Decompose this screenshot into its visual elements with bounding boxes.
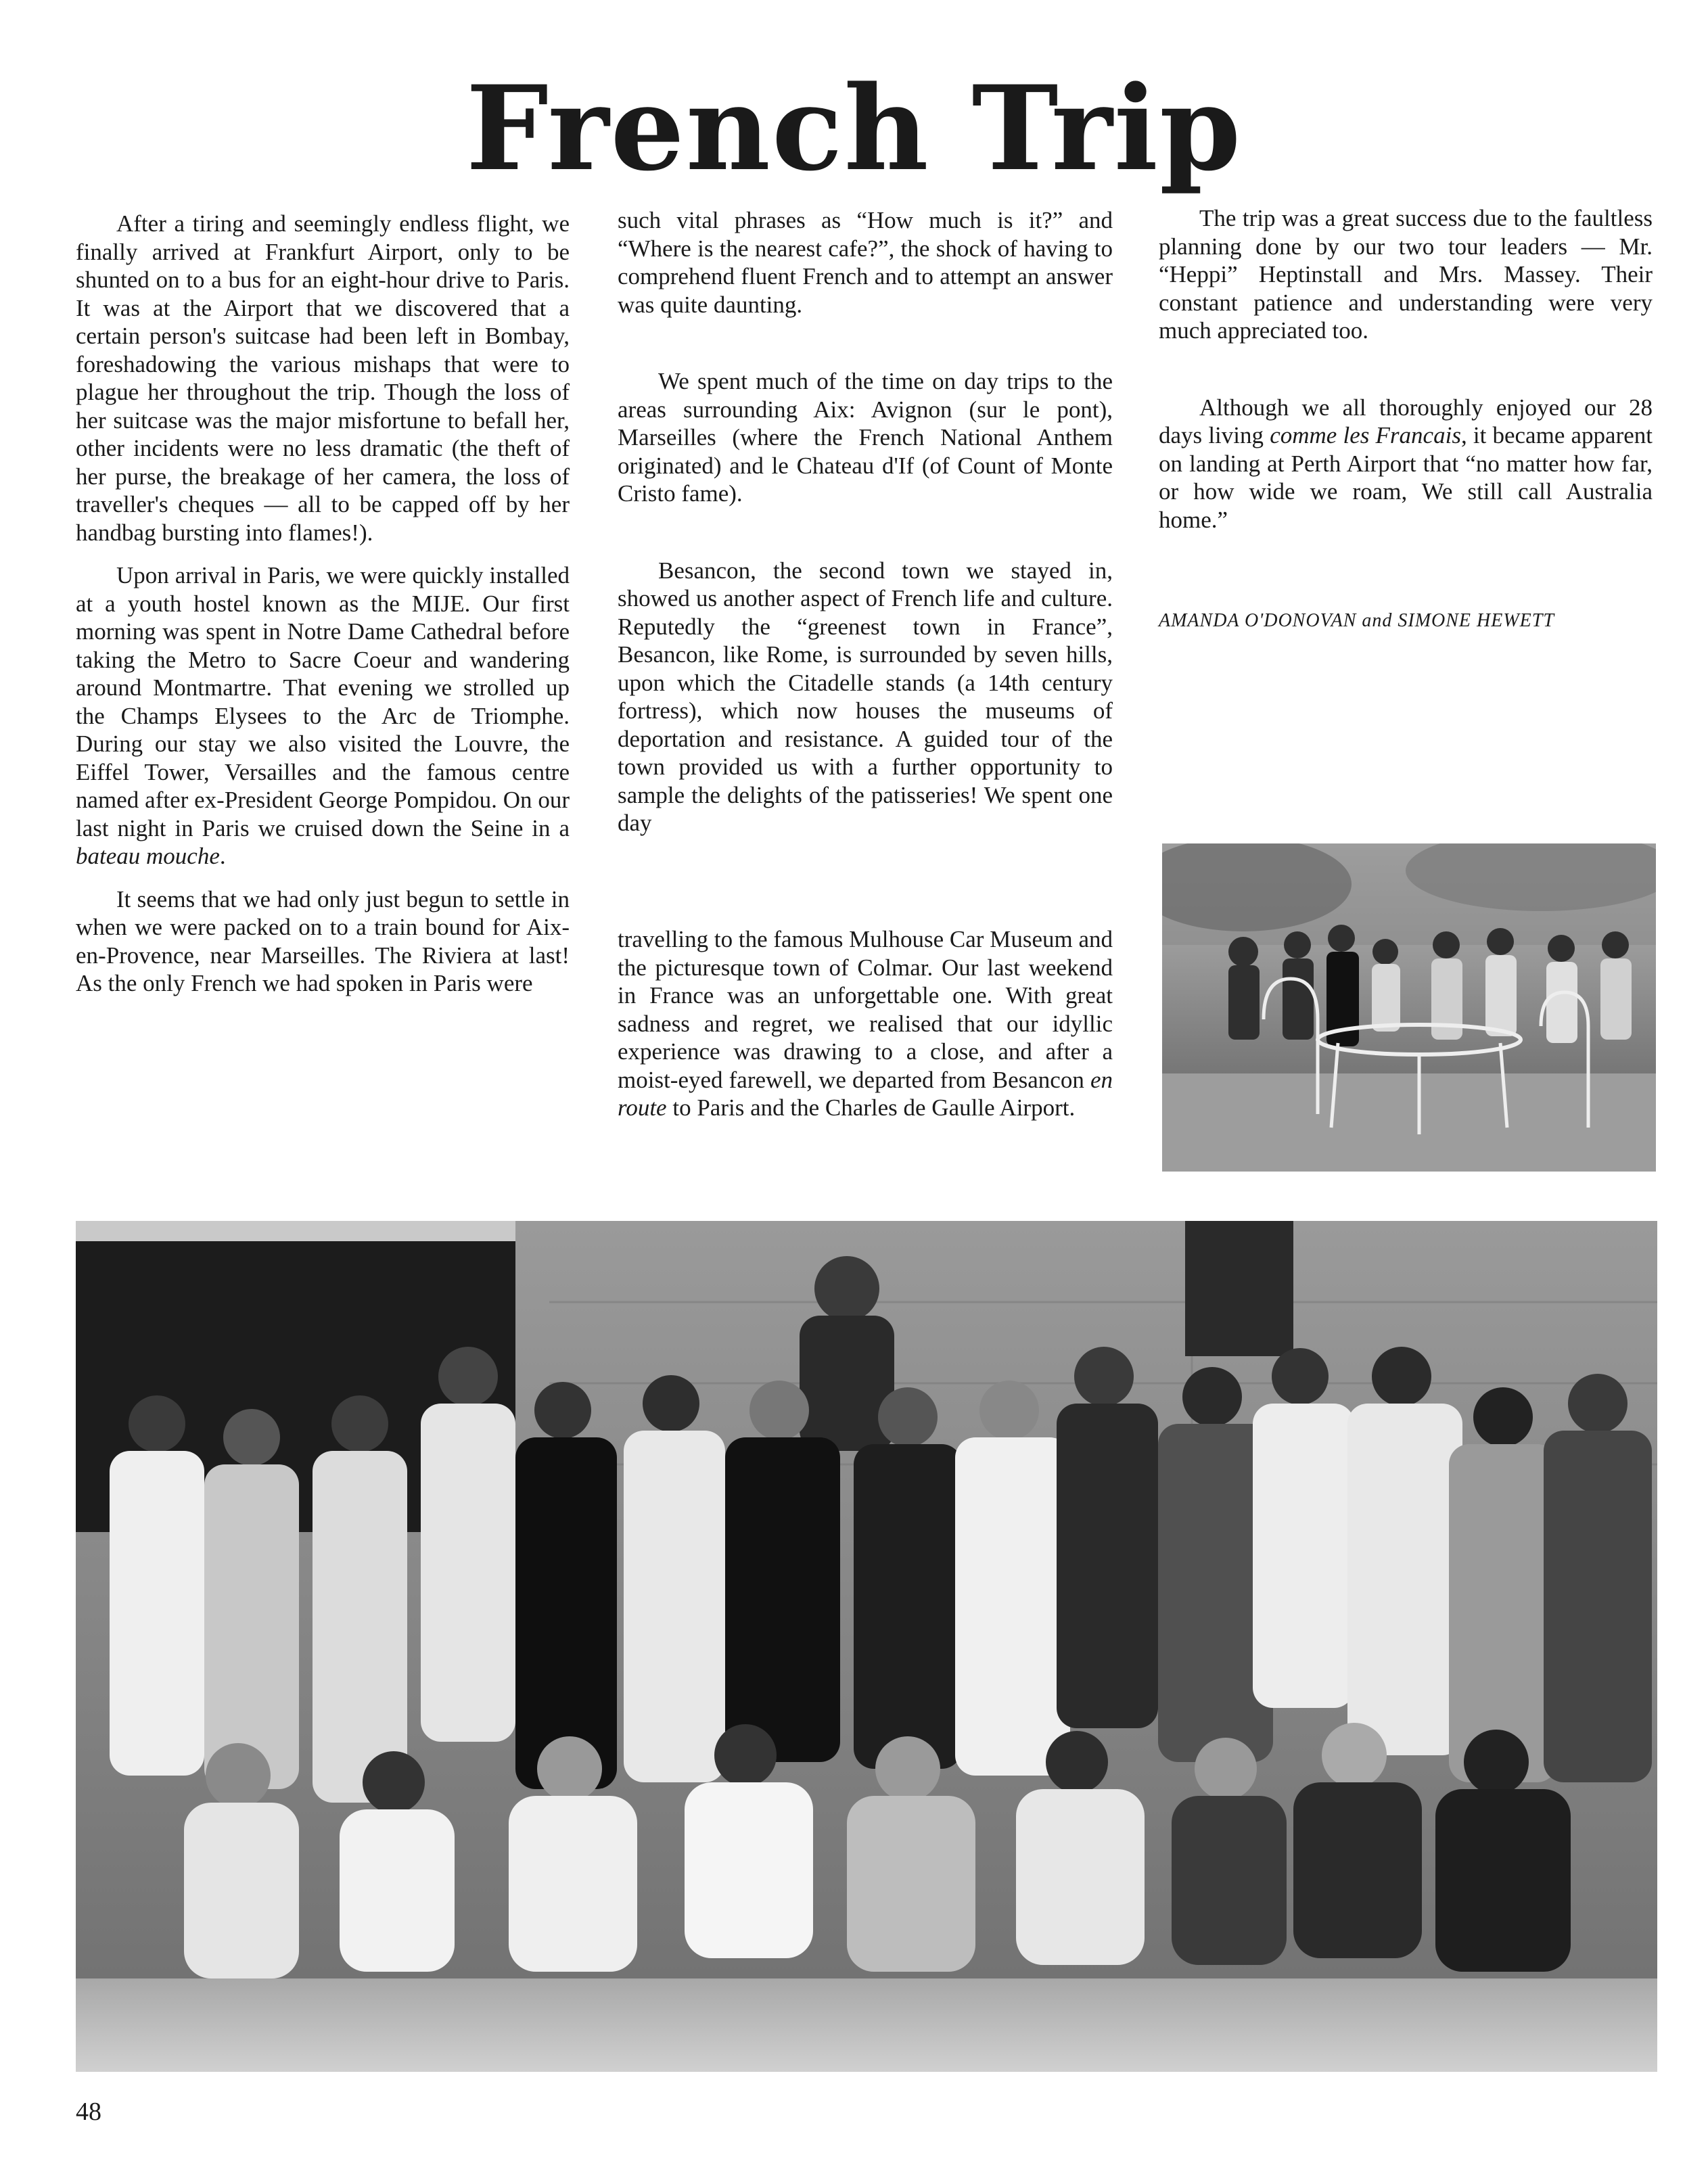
author-signature: AMANDA O'DONOVAN and SIMONE HEWETT <box>1159 610 1554 631</box>
paragraph: Besancon, the second town we stayed in, showed us another aspect of French life and culture. Reputedly the “greenest town in France”, Besancon, like Rome, is surrounded by seven hills, upon which the Citadelle stands (a 14th century fortress), which now houses the museums of deportation and resistance. A guided tour of the town provided us with a further opportunity to sample the delights of the patisseries! We spent one day <box>618 557 1113 836</box>
cafe-group-photo <box>1162 843 1656 1172</box>
article-column-2 <box>618 206 1113 837</box>
article-column-3 <box>1159 204 1653 534</box>
paragraph: such vital phrases as “How much is it?” and “Where is the nearest cafe?”, the shock of having to comprehend fluent French and to attempt an answer was quite daunting. <box>618 207 1113 318</box>
page-number: 48 <box>76 2098 101 2126</box>
group-photo <box>76 1221 1657 2072</box>
article-column-1 <box>76 210 570 998</box>
paragraph: After a tiring and seemingly endless flight, we finally arrived at Frankfurt Airport, only to be shunted on to a bus for an eight-hour drive to Paris. It was at the Airport that we discovered that a certain person's suitcase had been left in Bombay, foreshadowing the various mishaps that were to plague her throughout the trip. Though the loss of her suitcase was the major misfortune to befall her, other incidents were no less dramatic (the theft of her purse, the breakage of her camera, the loss of traveller's cheques — all to be capped off by her handbag bursting into flames!). <box>76 210 570 546</box>
paragraph: It seems that we had only just begun to settle in when we were packed on to a train bound for Aix-en-Provence, near Marseilles. The Riviera at last! As the only French we had spoken in Paris were <box>76 885 570 996</box>
page-title: French Trip <box>465 60 1243 197</box>
paragraph: travelling to the famous Mulhouse Car Museum and the picturesque town of Colmar. Our last weekend in France was an unforgettable one. With great sadness and regret, we realised that our idyllic experience was drawing to a close, and after a moist-eyed farewell, we departed from Besancon en route to Paris and the Charles de Gaulle Airport. <box>618 926 1113 1121</box>
paragraph: Although we all thoroughly enjoyed our 28 days living comme les Francais, it became apparent on landing at Perth Airport that “no matter how far, or how wide we roam, We still call Australia home.” <box>1159 394 1653 533</box>
paragraph: Upon arrival in Paris, we were quickly installed at a youth hostel known as the MIJE. Our first morning was spent in Notre Dame Cathedral before taking the Metro to Sacre Coeur and wandering around Montmartre. That evening we strolled up the Champs Elysees to the Arc de Triomphe. During our stay we also visited the Louvre, the Eiffel Tower, Versailles and the famous centre named after ex-President George Pompidou. On our last night in Paris we cruised down the Seine in a bateau mouche. <box>76 562 570 869</box>
article-column-2-continued <box>618 925 1113 1122</box>
paragraph: The trip was a great success due to the faultless planning done by our two tour leaders — Mr. “Heppi” Heptinstall and Mrs. Massey. Their constant patience and understanding were very much appreciated too. <box>1159 205 1653 344</box>
paragraph: We spent much of the time on day trips to the areas surrounding Aix: Avignon (sur le pont), Marseilles (where the French National Anthem originated) and le Chateau d'If (of Count of Monte Cristo fame). <box>618 368 1113 507</box>
